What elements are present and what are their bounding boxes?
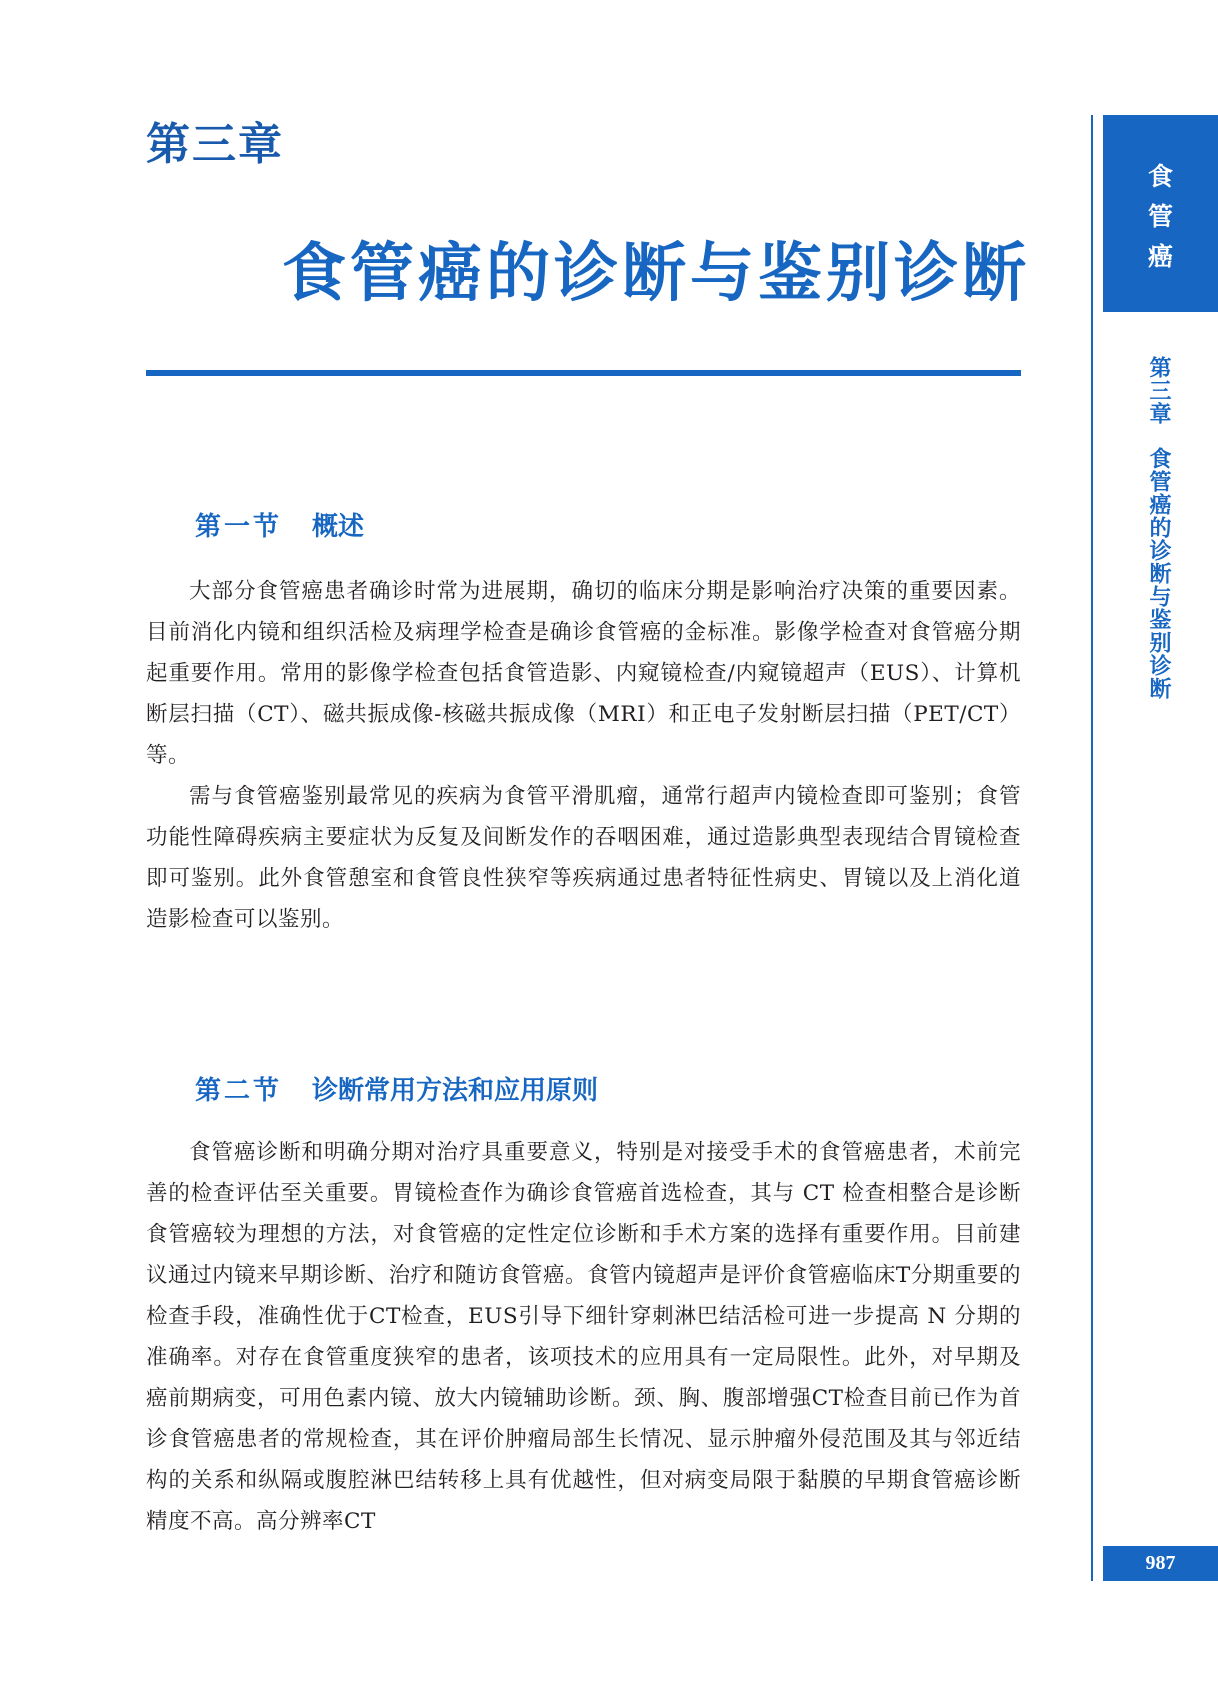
side-chapter-title: 食管癌的诊断与鉴别诊断 [1146,447,1172,700]
side-tab-char: 食 [1147,162,1173,191]
side-tab-char: 癌 [1147,242,1173,271]
margin-rule [1091,115,1093,1581]
side-tab [1103,115,1218,312]
side-running-title [1135,356,1175,700]
section-heading-1 [195,506,364,543]
side-chapter-label: 第三章 [1146,356,1172,425]
section-number: 第一节 [195,512,283,542]
chapter-title: 食管癌的诊断与鉴别诊断 [282,237,1030,311]
side-tab-char: 管 [1147,202,1173,231]
section-heading-2 [195,1070,598,1107]
page-number: 987 [1103,1546,1218,1581]
section-1-body [146,571,1021,940]
section-2-body [146,1132,1021,1542]
paragraph: 大部分食管癌患者确诊时常为进展期，确切的临床分期是影响治疗决策的重要因素。目前消化内镜和组织活检及病理学检查是确诊食管癌的金标准。影像学检查对食管癌分期起重要作用。常用的影像学检查包括食管造影、内窥镜检查/内窥镜超声（EUS）、计算机断层扫描（CT）、磁共振成像-核磁共振成像（MRI）和正电子发射断层扫描（PET/CT）等。 [146,579,1021,768]
paragraph: 食管癌诊断和明确分期对治疗具重要意义，特别是对接受手术的食管癌患者，术前完善的检查评估至关重要。胃镜检查作为确诊食管癌首选检查，其与 CT 检查相整合是诊断食管癌较为理想的方法，对食管癌的定性定位诊断和手术方案的选择有重要作用。目前建议通过内镜来早期诊断、治疗和随访食管癌。食管内镜超声是评价食管癌临床T分期重要的检查手段，准确性优于CT检查，EUS引导下细针穿刺淋巴结活检可进一步提高 N 分期的准确率。对存在食管重度狭窄的患者，该项技术的应用具有一定局限性。此外，对早期及癌前期病变，可用色素内镜、放大内镜辅助诊断。颈、胸、腹部增强CT检查目前已作为首诊食管癌患者的常规检查，其在评价肿瘤局部生长情况、显示肿瘤外侵范围及其与邻近结构的关系和纵隔或腹腔淋巴结转移上具有优越性，但对病变局限于黏膜的早期食管癌诊断精度不高。高分辨率CT [146,1140,1021,1534]
paragraph: 需与食管癌鉴别最常见的疾病为食管平滑肌瘤，通常行超声内镜检查即可鉴别；食管功能性障碍疾病主要症状为反复及间断发作的吞咽困难，通过造影典型表现结合胃镜检查即可鉴别。此外食管憩室和食管良性狭窄等疾病通过患者特征性病史、胃镜以及上消化道造影检查可以鉴别。 [146,784,1021,932]
section-title: 诊断常用方法和应用原则 [312,1076,599,1106]
section-title: 概述 [312,512,365,542]
chapter-label: 第三章 [146,119,284,170]
section-number: 第二节 [195,1076,283,1106]
title-rule [146,370,1021,376]
